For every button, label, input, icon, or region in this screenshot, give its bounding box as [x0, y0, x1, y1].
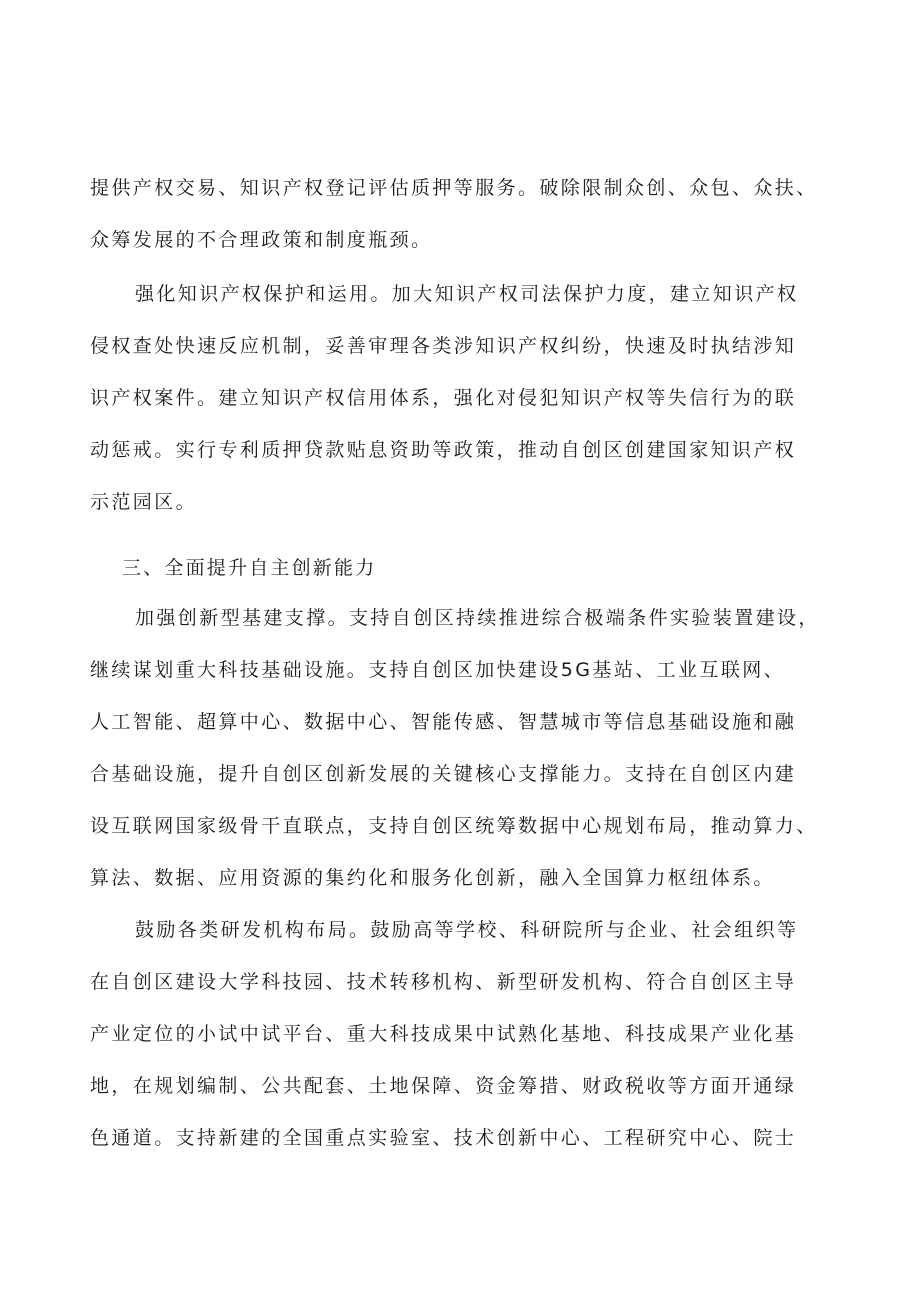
paragraph-line: 继续谋划重大科技基础设施。支持自创区加快建设5G基站、工业互联网、: [90, 659, 786, 681]
paragraph-line: 动惩戒。实行专利质押贷款贴息资助等政策，推动自创区创建国家知识产权: [90, 439, 797, 461]
paragraph-line: 在自创区建设大学科技园、技术转移机构、新型研发机构、符合自创区主导: [90, 971, 797, 993]
paragraph-line: 众筹发展的不合理政策和制度瓶颈。: [90, 229, 433, 251]
paragraph-line: 强化知识产权保护和运用。加大知识产权司法保护力度，建立知识产权: [135, 283, 799, 305]
paragraph-line: 地，在规划编制、公共配套、土地保障、资金筹措、财政税收等方面开通绿: [90, 1075, 797, 1097]
paragraph-line: 合基础设施，提升自创区创新发展的关键核心支撑能力。支持在自创区内建: [90, 763, 797, 785]
paragraph-line: 算法、数据、应用资源的集约化和服务化创新，融入全国算力枢纽体系。: [90, 867, 775, 889]
paragraph-line: 鼓励各类研发机构布局。鼓励高等学校、科研院所与企业、社会组织等: [135, 919, 799, 941]
paragraph-line: 识产权案件。建立知识产权信用体系，强化对侵犯知识产权等失信行为的联: [90, 387, 797, 409]
paragraph-line: 提供产权交易、知识产权登记评估质押等服务。破除限制众创、众包、众扶、: [90, 177, 818, 199]
paragraph-line: 产业定位的小试中试平台、重大科技成果中试熟化基地、科技成果产业化基: [90, 1023, 797, 1045]
section-heading: 三、全面提升自主创新能力: [122, 557, 377, 579]
paragraph-line: 加强创新型基建支撑。支持自创区持续推进综合极端条件实验装置建设，: [135, 607, 820, 629]
paragraph-line: 设互联网国家级骨干直联点，支持自创区统筹数据中心规划布局，推动算力、: [90, 815, 818, 837]
paragraph-line: 示范园区。: [90, 491, 198, 513]
paragraph-line: 色通道。支持新建的全国重点实验室、技术创新中心、工程研究中心、院士: [90, 1127, 797, 1149]
paragraph-line: 人工智能、超算中心、数据中心、智能传感、智慧城市等信息基础设施和融: [90, 711, 797, 733]
paragraph-line: 侵权查处快速反应机制，妥善审理各类涉知识产权纠纷，快速及时执结涉知: [90, 335, 797, 357]
